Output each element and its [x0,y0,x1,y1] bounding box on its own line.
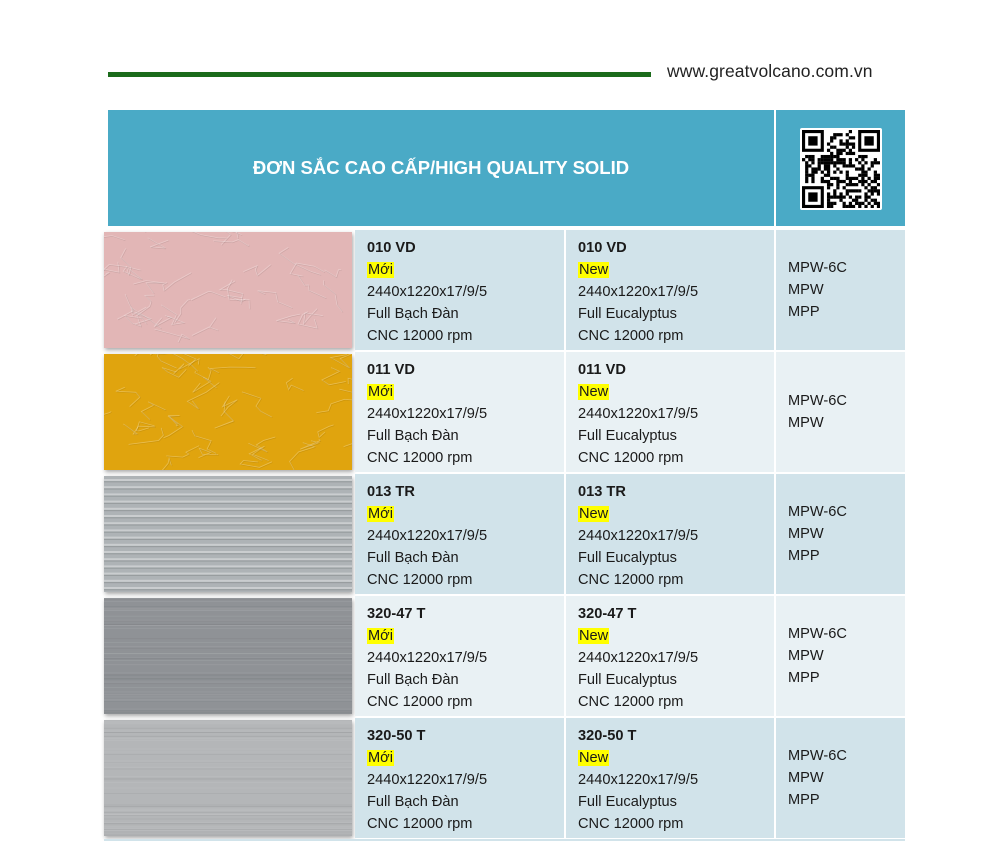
product-info-vietnamese [355,718,564,838]
new-tag: New [579,384,609,400]
product-code: 010 VD [578,240,627,256]
product-core: Full Bạch Đàn [367,428,459,444]
product-cnc: CNC 12000 rpm [578,694,684,710]
machine-label: MPW-6C [788,260,847,276]
product-code: 320-47 T [578,606,637,622]
qr-code-icon[interactable] [800,128,882,210]
product-cnc: CNC 12000 rpm [578,450,684,466]
product-machines [776,596,905,716]
product-row [104,230,905,350]
machine-label: MPW [788,770,824,786]
product-info-vietnamese [355,230,564,350]
product-machines [776,718,905,838]
product-machines [776,352,905,472]
product-cnc: CNC 12000 rpm [367,328,473,344]
product-info-vietnamese [355,596,564,716]
product-swatch [104,598,352,714]
product-cnc: CNC 12000 rpm [367,816,473,832]
new-tag: Mới [368,750,393,766]
product-code: 011 VD [367,362,415,378]
product-cnc: CNC 12000 rpm [578,328,684,344]
machine-label: MPP [788,548,820,564]
product-core: Full Eucalyptus [578,306,677,322]
product-size: 2440x1220x17/9/5 [578,650,699,666]
product-size: 2440x1220x17/9/5 [367,284,488,300]
product-row [104,474,905,594]
machine-label: MPP [788,670,820,686]
product-row [104,352,905,472]
product-core: Full Bạch Đàn [367,672,459,688]
product-size: 2440x1220x17/9/5 [367,772,488,788]
new-tag: Mới [368,506,393,522]
product-size: 2440x1220x17/9/5 [578,284,699,300]
product-core: Full Eucalyptus [578,550,677,566]
product-swatch [104,354,352,470]
product-info-english [566,230,774,350]
product-code: 320-50 T [578,728,637,744]
product-machines [776,474,905,594]
header-green-rule [108,72,651,77]
website-url[interactable]: www.greatvolcano.com.vn [667,61,873,81]
machine-label: MPW [788,282,824,298]
product-code: 320-47 T [367,606,426,622]
header-divider [774,110,776,226]
product-cnc: CNC 12000 rpm [578,572,684,588]
product-info-english [566,718,774,838]
new-tag: Mới [368,384,393,400]
product-core: Full Eucalyptus [578,428,677,444]
header-band [108,110,905,226]
new-tag: Mới [368,628,393,644]
machine-label: MPW [788,415,824,431]
machine-label: MPP [788,792,820,808]
product-core: Full Eucalyptus [578,794,677,810]
product-cnc: CNC 12000 rpm [367,694,473,710]
product-size: 2440x1220x17/9/5 [367,650,488,666]
catalog-title: ĐƠN SẮC CAO CẤP/HIGH QUALITY SOLID [252,157,630,178]
product-swatch [104,476,352,592]
product-swatch [104,720,352,836]
product-code: 013 TR [367,484,415,500]
product-info-english [566,474,774,594]
product-core: Full Bạch Đàn [367,306,459,322]
product-size: 2440x1220x17/9/5 [578,406,699,422]
product-machines [776,230,905,350]
product-core: Full Eucalyptus [578,672,677,688]
product-code: 320-50 T [367,728,426,744]
product-size: 2440x1220x17/9/5 [578,528,699,544]
product-core: Full Bạch Đàn [367,550,459,566]
product-cnc: CNC 12000 rpm [367,450,473,466]
product-cnc: CNC 12000 rpm [578,816,684,832]
product-cnc: CNC 12000 rpm [367,572,473,588]
product-code: 011 VD [578,362,626,378]
machine-label: MPP [788,304,820,320]
product-code: 013 TR [578,484,626,500]
product-info-vietnamese [355,352,564,472]
product-row [104,596,905,716]
product-size: 2440x1220x17/9/5 [578,772,699,788]
product-swatch [104,232,352,348]
machine-label: MPW [788,648,824,664]
product-info-vietnamese [355,474,564,594]
machine-label: MPW-6C [788,626,847,642]
new-tag: New [579,506,609,522]
product-code: 010 VD [367,240,416,256]
new-tag: Mới [368,262,393,278]
product-size: 2440x1220x17/9/5 [367,528,488,544]
machine-label: MPW [788,526,824,542]
product-info-english [566,596,774,716]
product-row [104,718,905,838]
machine-label: MPW-6C [788,504,847,520]
machine-label: MPW-6C [788,748,847,764]
new-tag: New [579,628,609,644]
new-tag: New [579,750,609,766]
new-tag: New [579,262,609,278]
product-core: Full Bạch Đàn [367,794,459,810]
product-info-english [566,352,774,472]
product-size: 2440x1220x17/9/5 [367,406,488,422]
machine-label: MPW-6C [788,393,847,409]
